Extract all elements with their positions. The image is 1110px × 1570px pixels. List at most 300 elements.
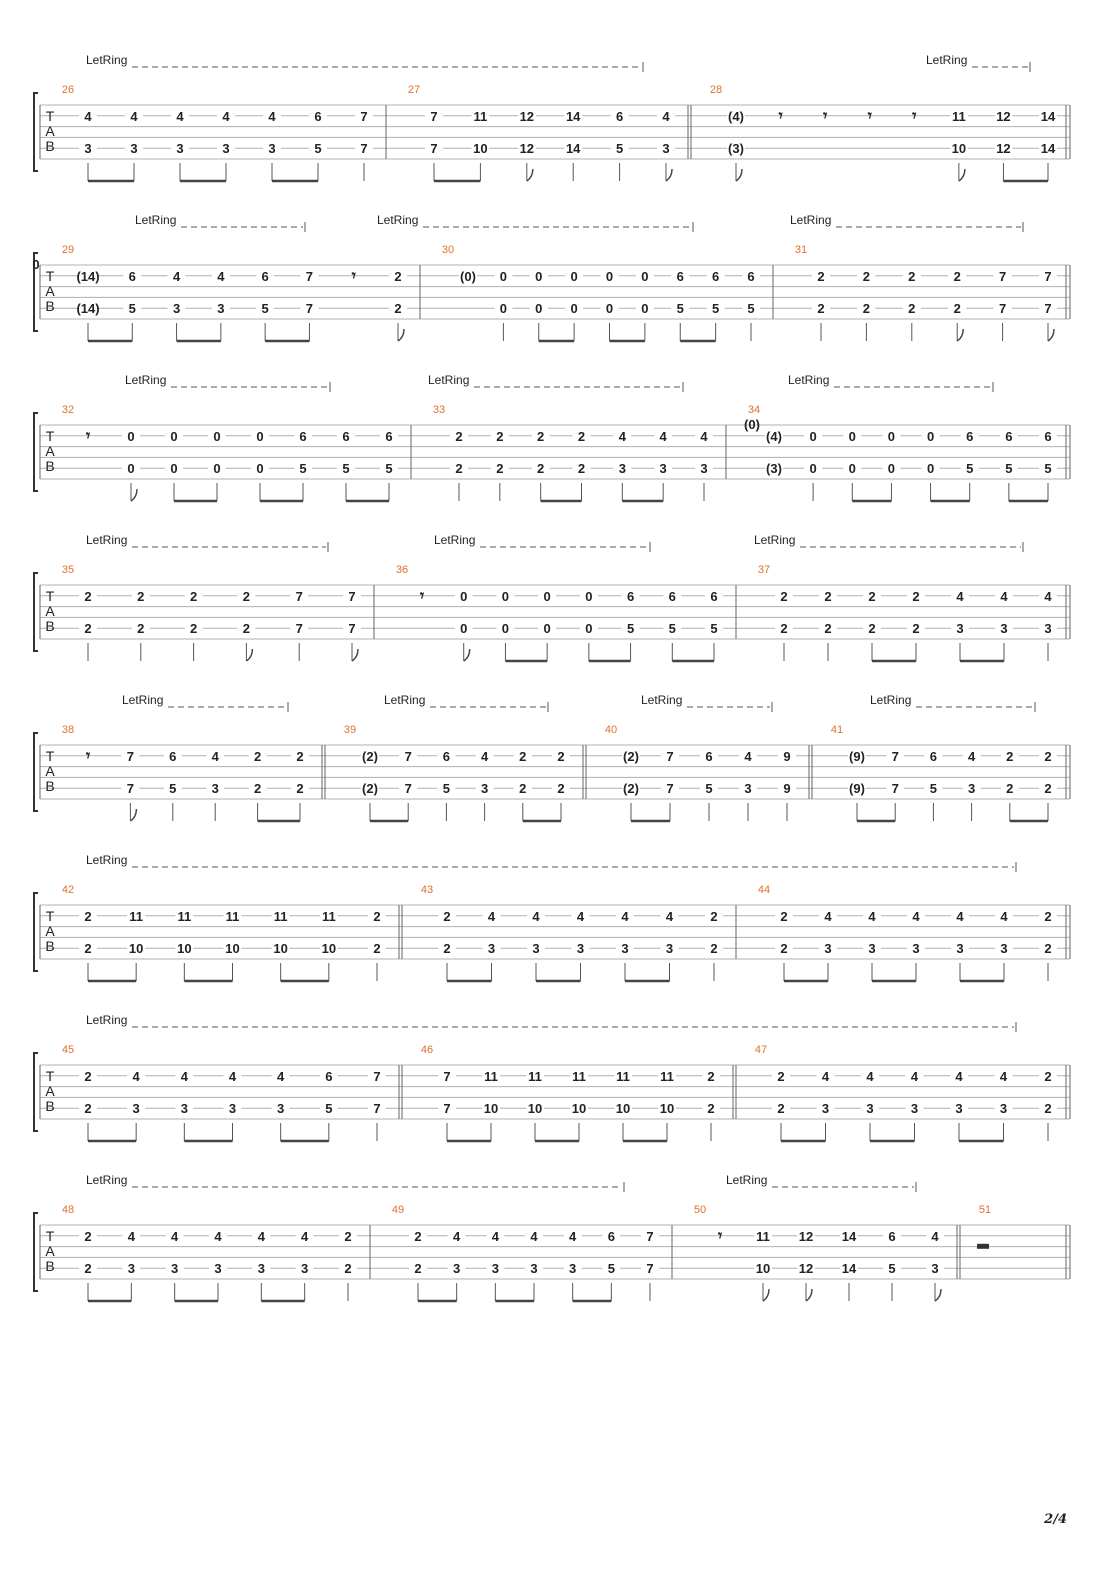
fret-number: 4	[217, 268, 225, 284]
fret-number: 2	[953, 268, 961, 284]
fret-number: 0	[256, 428, 264, 444]
let-ring-label: LetRing	[870, 693, 912, 707]
fret-number: 7	[404, 748, 412, 764]
let-ring-label: LetRing	[86, 1173, 128, 1187]
fret-number: 2	[777, 1101, 785, 1117]
fret-number: 12	[996, 108, 1011, 124]
fret-number: (3)	[766, 461, 782, 477]
fret-number: 0	[848, 461, 856, 477]
fret-number: 0	[499, 268, 507, 284]
fret-number: 7	[646, 1261, 654, 1277]
fret-number: 0	[213, 461, 221, 477]
tab-clef-a: A	[45, 1083, 55, 1099]
fret-number: 0	[887, 461, 896, 477]
fret-number: 11	[321, 908, 336, 924]
tab-clef-b: B	[45, 1098, 55, 1114]
fret-number: 5	[966, 461, 974, 477]
fret-number: 3	[268, 141, 276, 157]
fret-number: 2	[394, 268, 402, 284]
system-1	[34, 53, 1070, 181]
fret-number: 2	[496, 461, 504, 477]
fret-number: (9)	[849, 748, 865, 764]
fret-number: 0	[127, 461, 135, 477]
fret-number: 0	[926, 428, 935, 444]
fret-number: 0	[543, 588, 551, 604]
let-ring-label: LetRing	[86, 53, 128, 67]
let-ring-label: LetRing	[434, 533, 476, 547]
fret-number: 6	[385, 428, 393, 444]
fret-number: 5	[626, 621, 635, 637]
fret-number: 3	[1044, 621, 1052, 637]
fret-number: 4	[744, 748, 752, 764]
fret-number: 4	[1000, 588, 1008, 604]
tab-clef-t: T	[45, 428, 55, 444]
fret-number: 3	[931, 1261, 939, 1277]
fret-number: 6	[676, 268, 684, 284]
flag	[957, 329, 963, 341]
fret-number: (4)	[728, 108, 744, 124]
fret-number: 10	[527, 1101, 543, 1117]
measure-number: 33	[432, 404, 446, 416]
fret-number: 7	[891, 748, 899, 764]
fret-number: 2	[253, 781, 262, 797]
fret-number: 4	[576, 908, 585, 924]
fret-number: 4	[956, 908, 964, 924]
fret-number: 4	[172, 268, 181, 284]
fret-number: (14)	[76, 268, 100, 284]
fret-number: 4	[211, 748, 219, 764]
fret-number: 4	[1044, 588, 1052, 604]
fret-number: (2)	[362, 748, 378, 764]
fret-number: 0	[213, 428, 221, 444]
fret-number: 2	[137, 621, 145, 637]
fret-number: 2	[557, 748, 565, 764]
fret-number: 2	[1006, 748, 1014, 764]
measure-number: 49	[391, 1204, 405, 1216]
fret-number: 7	[1044, 268, 1052, 284]
fret-number: 0	[170, 461, 178, 477]
fret-number: (2)	[623, 748, 639, 764]
fret-number: 3	[824, 941, 832, 957]
fret-number: 6	[607, 1228, 615, 1244]
tab-clef-t: T	[45, 908, 55, 924]
flag	[352, 649, 358, 661]
tab-clef-a: A	[45, 443, 55, 459]
fret-number: 0	[641, 301, 649, 317]
fret-number: 3	[821, 1101, 830, 1117]
fret-number: 2	[84, 1068, 92, 1084]
fret-number: 6	[342, 428, 350, 444]
fret-number: 2	[953, 301, 961, 317]
fret-number: 5	[314, 141, 322, 157]
fret-number: 7	[348, 621, 356, 637]
measure-49	[392, 1204, 659, 1301]
fret-number: 2	[908, 301, 916, 317]
fret-number: 0	[501, 588, 510, 604]
fret-number: 11	[484, 1068, 498, 1084]
fret-number: 5	[615, 141, 624, 157]
fret-number: 4	[868, 908, 876, 924]
let-ring-label: LetRing	[726, 1173, 768, 1187]
fret-number: 10	[951, 141, 967, 157]
fret-number: 11	[528, 1068, 542, 1084]
measure-number: 45	[61, 1044, 75, 1056]
fret-number: 2	[557, 781, 565, 797]
fret-number: 10	[225, 941, 240, 957]
whole-rest	[977, 1244, 989, 1249]
fret-number: 2	[84, 1101, 92, 1117]
fret-number: 6	[888, 1228, 896, 1244]
fret-number: 2	[780, 941, 788, 957]
fret-number: 14	[565, 141, 581, 157]
fret-number: 0	[170, 428, 178, 444]
system-2	[32, 213, 1070, 341]
fret-number: 4	[999, 1068, 1008, 1084]
fret-number: 10	[571, 1101, 587, 1117]
fret-number: 5	[929, 781, 938, 797]
fret-number: 2	[537, 461, 545, 477]
tab-clef-a: A	[45, 283, 55, 299]
let-ring-label: LetRing	[377, 213, 419, 227]
fret-number: 4	[268, 108, 276, 124]
fret-number: 11	[660, 1068, 674, 1084]
fret-number: 11	[473, 108, 488, 124]
flag	[1048, 329, 1054, 341]
fret-number: 7	[360, 141, 368, 157]
fret-number: 5	[607, 1261, 615, 1277]
fret-number: 3	[662, 141, 670, 157]
system-bracket	[34, 573, 38, 651]
fret-number: 7	[646, 1228, 654, 1244]
eighth-rest: 𝄾	[867, 105, 872, 125]
fret-number: 11	[572, 1068, 586, 1084]
fret-number: 3	[530, 1261, 538, 1277]
fret-number: 12	[798, 1228, 814, 1244]
fret-number: 2	[817, 268, 825, 284]
fret-number: 3	[1000, 941, 1008, 957]
fret-number: 3	[621, 941, 629, 957]
fret-number: 10	[273, 941, 288, 957]
let-ring-label: LetRing	[86, 853, 128, 867]
fret-number: 5	[747, 301, 755, 317]
fret-number: 5	[169, 781, 177, 797]
fret-number: 4	[84, 108, 92, 124]
fret-number: 3	[999, 1101, 1008, 1117]
measure-43	[421, 884, 723, 981]
fret-number: 3	[453, 1261, 461, 1277]
fret-number: 11	[129, 908, 144, 924]
measure-33	[433, 404, 713, 501]
system-8	[34, 1173, 1070, 1301]
measure-number: 48	[61, 1204, 75, 1216]
fret-number: 6	[626, 588, 635, 604]
fret-number: 3	[211, 781, 219, 797]
fret-number: (9)	[849, 781, 865, 797]
fret-number: 11	[225, 908, 240, 924]
measure-number: 43	[420, 884, 434, 896]
fret-number: 3	[956, 621, 964, 637]
fret-number: 5	[128, 301, 136, 317]
fret-number: 7	[126, 748, 135, 764]
fret-number: 2	[189, 621, 198, 637]
fret-number: 0	[535, 268, 543, 284]
fret-number: 4	[662, 108, 670, 124]
fret-number: 12	[996, 141, 1011, 157]
fret-number: 6	[169, 748, 177, 764]
fret-number: 14	[841, 1228, 857, 1244]
fret-number: 5	[1044, 461, 1052, 477]
fret-number: 2	[443, 941, 451, 957]
fret-number: 0	[535, 301, 543, 317]
fret-number: 4	[176, 108, 184, 124]
system-6	[34, 853, 1070, 981]
fret-number: 4	[659, 428, 667, 444]
fret-number: 3	[955, 1101, 963, 1117]
tab-clef-b: B	[45, 138, 55, 154]
measure-36	[396, 564, 723, 661]
tab-clef-b: B	[45, 778, 55, 794]
fret-number: 5	[325, 1101, 333, 1117]
system-bracket	[34, 413, 38, 491]
fret-number: 2	[862, 268, 871, 284]
measure-47	[755, 1044, 1057, 1141]
fret-number: 0	[887, 428, 896, 444]
measure-48	[62, 1204, 357, 1301]
tab-clef-a: A	[45, 763, 55, 779]
fret-number: 6	[966, 428, 974, 444]
fret-number: 2	[455, 461, 463, 477]
measure-29	[32, 244, 407, 341]
let-ring-label: LetRing	[926, 53, 968, 67]
fret-number: 3	[665, 941, 674, 957]
fret-number: 2	[84, 1261, 92, 1277]
tab-clef-b: B	[45, 458, 55, 474]
fret-number: 6	[615, 108, 624, 124]
tab-clef-t: T	[45, 108, 55, 124]
fret-number: 2	[84, 588, 92, 604]
fret-number: 6	[747, 268, 755, 284]
fret-number: 6	[261, 268, 269, 284]
fret-number: 2	[537, 428, 545, 444]
fret-number: 6	[929, 748, 938, 764]
fret-number: 3	[301, 1261, 309, 1277]
measure-number: 35	[61, 564, 75, 576]
tied-fret: 0	[32, 257, 40, 272]
fret-number: 6	[705, 748, 713, 764]
fret-number: 11	[756, 1228, 770, 1244]
fret-number: 2	[253, 748, 262, 764]
fret-number: 4	[127, 1228, 135, 1244]
fret-number: 2	[496, 428, 504, 444]
fret-number: 7	[666, 748, 674, 764]
measure-number: 38	[61, 724, 75, 736]
let-ring-label: LetRing	[641, 693, 683, 707]
fret-number: 9	[783, 748, 791, 764]
fret-number: (0)	[460, 268, 476, 284]
tab-clef-t: T	[45, 588, 55, 604]
eighth-rest: 𝄾	[351, 265, 356, 285]
flag	[398, 329, 404, 341]
fret-number: 5	[1005, 461, 1013, 477]
fret-number: 7	[126, 781, 135, 797]
let-ring-label: LetRing	[384, 693, 426, 707]
measure-45	[62, 1044, 386, 1141]
flag	[131, 489, 137, 501]
fret-number: 2	[707, 1068, 715, 1084]
system-bracket	[34, 733, 38, 811]
system-bracket	[34, 1053, 38, 1131]
fret-number: 10	[483, 1101, 499, 1117]
fret-number: 2	[455, 428, 463, 444]
fret-number: 7	[430, 141, 438, 157]
fret-number: (14)	[76, 301, 100, 317]
fret-number: 6	[1044, 428, 1052, 444]
fret-number: 0	[926, 461, 935, 477]
fret-number: 3	[228, 1101, 237, 1117]
let-ring-label: LetRing	[788, 373, 830, 387]
fret-number: 7	[443, 1068, 451, 1084]
fret-number: 4	[487, 908, 496, 924]
flag	[763, 1289, 769, 1301]
fret-number: 2	[780, 908, 788, 924]
fret-number: 2	[443, 908, 451, 924]
fret-number: 2	[1044, 1101, 1052, 1117]
measure-number: 47	[754, 1044, 768, 1056]
fret-number: 0	[499, 301, 507, 317]
fret-number: 4	[821, 1068, 830, 1084]
fret-number: 4	[532, 908, 540, 924]
fret-number: 10	[755, 1261, 771, 1277]
fret-number: 11	[616, 1068, 630, 1084]
fret-number: 4	[180, 1068, 188, 1084]
fret-number: 2	[908, 268, 916, 284]
fret-number: 0	[127, 428, 135, 444]
measure-50	[694, 1204, 944, 1301]
fret-number: 6	[712, 268, 720, 284]
fret-number: 5	[342, 461, 350, 477]
fret-number: 3	[214, 1261, 222, 1277]
fret-number: 3	[967, 781, 976, 797]
fret-number: 2	[242, 588, 251, 604]
measure-number: 41	[830, 724, 844, 736]
fret-number: 2	[710, 908, 718, 924]
fret-number: 2	[577, 461, 586, 477]
fret-number: 3	[866, 1101, 874, 1117]
fret-number: 3	[480, 781, 489, 797]
eighth-rest: 𝄾	[85, 745, 91, 765]
fret-number: 3	[491, 1261, 499, 1277]
eighth-rest: 𝄾	[419, 585, 425, 605]
let-ring-label: LetRing	[86, 533, 128, 547]
fret-number: 3	[84, 141, 92, 157]
fret-number: 2	[519, 781, 527, 797]
measure-number: 39	[343, 724, 357, 736]
system-bracket	[34, 93, 38, 171]
tab-clef-b: B	[45, 1258, 55, 1274]
measure-number: 46	[420, 1044, 434, 1056]
fret-number: 4	[912, 908, 920, 924]
flag	[736, 169, 742, 181]
measure-39	[344, 724, 570, 821]
fret-number: 2	[296, 781, 304, 797]
fret-number: 0	[605, 301, 614, 317]
fret-number: 0	[460, 621, 468, 637]
fret-number: 4	[530, 1228, 538, 1244]
measure-51	[977, 1204, 991, 1249]
measure-number: 40	[604, 724, 618, 736]
measure-number: 34	[747, 404, 761, 416]
fret-number: 3	[956, 941, 964, 957]
fret-number: 12	[798, 1261, 814, 1277]
measure-number: 28	[709, 84, 723, 96]
system-bracket	[34, 893, 38, 971]
tied-fret: (0)	[744, 417, 760, 432]
measure-number: 51	[978, 1204, 992, 1216]
fret-number: 2	[862, 301, 871, 317]
eighth-rest: 𝄾	[823, 105, 828, 125]
measure-number: 36	[395, 564, 409, 576]
fret-number: 3	[576, 941, 585, 957]
fret-number: 7	[295, 621, 303, 637]
fret-number: 4	[910, 1068, 919, 1084]
fret-number: 4	[665, 908, 674, 924]
fret-number: 4	[824, 908, 832, 924]
fret-number: 3	[532, 941, 540, 957]
fret-number: 5	[888, 1261, 896, 1277]
system-5	[34, 693, 1070, 821]
eighth-rest: 𝄾	[778, 105, 783, 125]
fret-number: 0	[460, 588, 468, 604]
fret-number: 4	[956, 588, 964, 604]
let-ring-label: LetRing	[125, 373, 167, 387]
fret-number: 3	[127, 1261, 135, 1277]
fret-number: 3	[618, 461, 626, 477]
fret-number: 7	[998, 268, 1007, 284]
fret-number: 0	[543, 621, 551, 637]
fret-number: 0	[585, 621, 593, 637]
fret-number: 7	[373, 1068, 381, 1084]
fret-number: 2	[189, 588, 198, 604]
flag	[130, 809, 136, 821]
system-4	[34, 533, 1070, 661]
fret-number: 5	[710, 621, 718, 637]
tab-clef-b: B	[45, 938, 55, 954]
fret-number: 10	[177, 941, 192, 957]
fret-number: 4	[491, 1228, 499, 1244]
eighth-rest: 𝄾	[912, 105, 917, 125]
fret-number: 3	[487, 941, 496, 957]
fret-number: 4	[700, 428, 708, 444]
fret-number: 3	[171, 1261, 179, 1277]
fret-number: 2	[296, 748, 304, 764]
fret-number: 0	[605, 268, 614, 284]
measure-27	[408, 84, 675, 181]
fret-number: 7	[891, 781, 899, 797]
measure-number: 31	[794, 244, 808, 256]
fret-number: 2	[1044, 908, 1052, 924]
fret-number: 7	[360, 108, 368, 124]
fret-number: 7	[430, 108, 438, 124]
fret-number: 14	[1040, 141, 1056, 157]
measure-35	[62, 564, 361, 661]
fret-number: 4	[1000, 908, 1008, 924]
measure-31	[795, 244, 1057, 341]
fret-number: 3	[222, 141, 230, 157]
fret-number: 7	[305, 268, 314, 284]
tab-clef-t: T	[45, 268, 55, 284]
fret-number: 3	[132, 1101, 140, 1117]
flag	[246, 649, 252, 661]
